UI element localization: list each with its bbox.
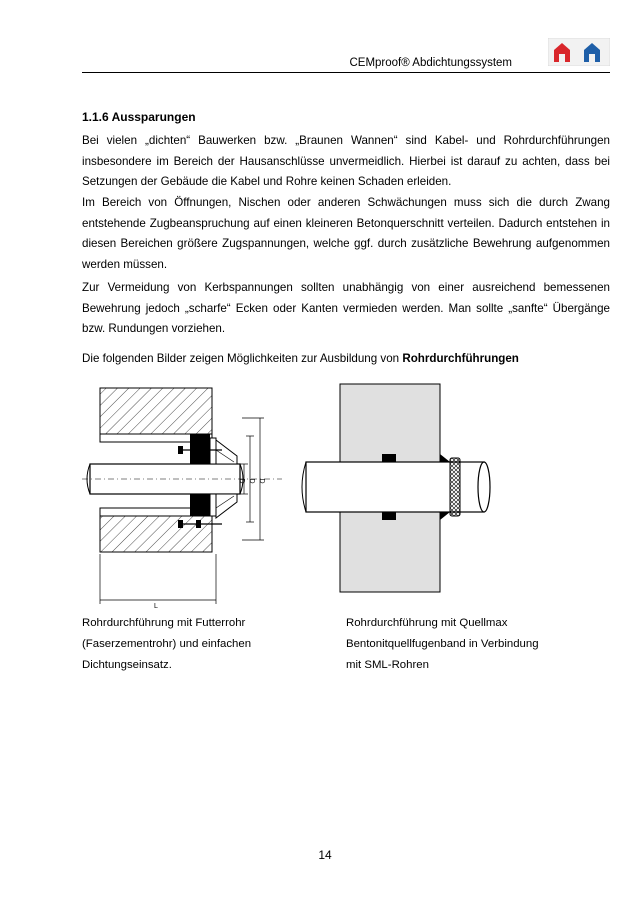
flange-ring-upper — [440, 454, 450, 462]
dimension-label-d3: D — [258, 478, 265, 484]
seal-block-lower — [190, 494, 210, 516]
figures-intro-bold: Rohrdurchführungen — [402, 352, 519, 365]
dimension-label-d1: D — [238, 478, 245, 484]
figure-pipe-with-quellmax — [300, 378, 500, 598]
paragraph-3: Zur Vermeidung von Kerbspannungen sollten unabhängig von einer ausreichend bemessenen Bewehrung jedoch „scharfe“ Ecken oder Kanten vermieden werden. Man sollte „sanfte“ Übergänge bzw. Rundungen vorziehen. — [82, 281, 610, 335]
caption-left-line: (Faserzementrohr) und einfachen — [82, 638, 252, 650]
spacer-block-upper — [382, 454, 396, 462]
dimension-label-d2: D — [248, 478, 255, 484]
caption-left-line: Dichtungseinsatz. — [82, 659, 172, 671]
spacer-block-lower — [382, 512, 396, 520]
figure-pipe-with-sleeve — [82, 378, 290, 608]
paragraph-2: Im Bereich von Öffnungen, Nischen oder anderen Schwächungen muss sich die durch Zwang entstehende Zugbeanspruchung auf einen kleineren Betonquerschnitt verteilen. Dadurch entstehen in diesen Bereichen größere Zugspannungen, welche ggf. durch zusätzliche Bewehrung aufgenommen werden müssen. — [82, 196, 610, 271]
wall-lower — [100, 516, 212, 552]
quellmax-band — [450, 458, 460, 516]
page-number: 14 — [318, 848, 332, 862]
caption-right — [346, 613, 539, 676]
caption-right-line: mit SML-Rohren — [346, 659, 429, 671]
section-heading: 1.1.6 Aussparungen — [82, 110, 196, 124]
company-logo — [548, 38, 610, 66]
flange-ring-lower — [440, 512, 450, 520]
caption-left-line: Rohrdurchführung mit Futterrohr — [82, 617, 246, 629]
caption-right-line: Rohrdurchführung mit Quellmax — [346, 617, 508, 629]
wall-upper — [100, 388, 212, 434]
dimension-label-length: L — [154, 603, 158, 608]
paragraph-1: Bei vielen „dichten“ Bauwerken bzw. „Braunen Wannen“ sind Kabel- und Rohrdurchführungen insbesondere im Bereich der Hausanschlüsse unvermeidlich. Hierbei ist darauf zu achten, dass bei Setzungen der Gebäude die Kabel und Rohre keinen Schaden erleiden. — [82, 134, 610, 188]
figures-intro-text: Die folgenden Bilder zeigen Möglichkeiten zur Ausbildung von — [82, 352, 403, 365]
caption-left — [82, 613, 251, 676]
header-divider — [82, 72, 610, 73]
caption-right-line: Bentonitquellfugenband in Verbindung — [346, 638, 539, 650]
figures-intro — [82, 349, 610, 370]
header-title: CEMproof® Abdichtungssystem — [349, 57, 512, 69]
